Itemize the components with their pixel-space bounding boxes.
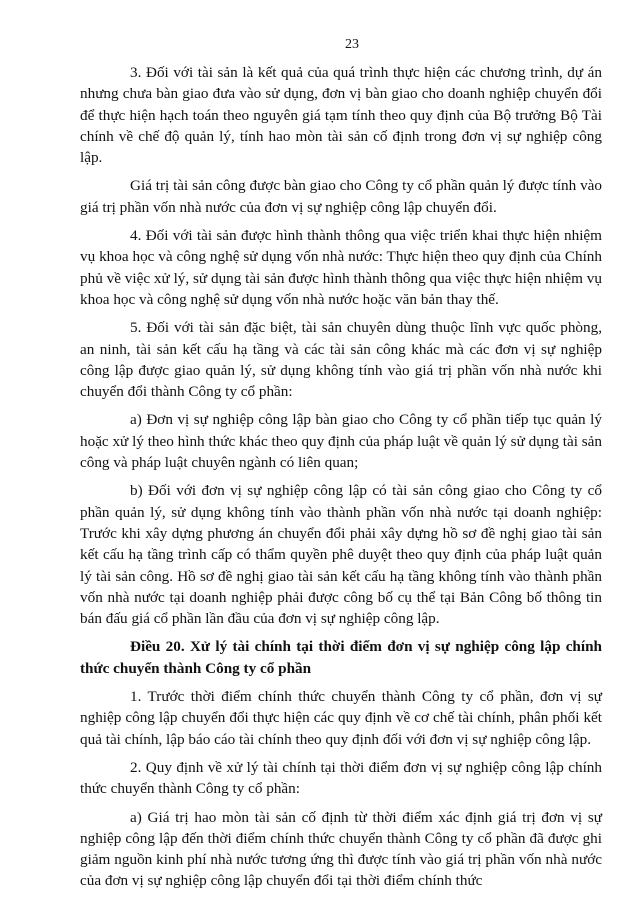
paragraph: a) Giá trị hao mòn tài sản cố định từ thời điểm xác định giá trị đơn vị sự nghiệp công lập đến thời điểm chính thức chuyển thành Công ty cổ phần đã được ghi giảm nguồn kinh phí nhà nước tương ứng thì được tính vào giá trị phần vốn nhà nước của đơn vị sự nghiệp công lập chuyển đổi tại thời điểm chính thức	[80, 808, 602, 890]
paragraph: 4. Đối với tài sản được hình thành thông qua việc triển khai thực hiện nhiệm vụ khoa học và công nghệ sử dụng vốn nhà nước: Thực hiện theo quy định của Chính phủ về việc xử lý, sử dụng tài sản được hình thành thông qua việc thực hiện nhiệm vụ khoa học và công nghệ sử dụng vốn nhà nước hoặc văn bản thay thế.	[80, 227, 602, 308]
paragraph: Giá trị tài sản công được bàn giao cho Công ty cổ phần quản lý được tính vào giá trị phần vốn nhà nước của đơn vị sự nghiệp công lập chuyển đổi.	[80, 177, 602, 216]
document-body	[80, 62, 602, 892]
paragraph: a) Đơn vị sự nghiệp công lập bàn giao cho Công ty cổ phần tiếp tục quản lý hoặc xử lý theo hình thức khác theo quy định của pháp luật về quản lý sử dụng tài sản công và pháp luật chuyên ngành có liên quan;	[80, 411, 602, 472]
paragraph: 1. Trước thời điểm chính thức chuyển thành Công ty cổ phần, đơn vị sự nghiệp công lập chuyển đổi thực hiện các quy định về cơ chế tài chính, phân phối kết quả tài chính, lập báo cáo tài chính theo quy định đối với đơn vị sự nghiệp công lập.	[80, 688, 602, 748]
paragraph: 5. Đối với tài sản đặc biệt, tài sản chuyên dùng thuộc lĩnh vực quốc phòng, an ninh, tài sản kết cấu hạ tầng và các tài sản công khác mà các đơn vị sự nghiệp công lập được giao quản lý, sử dụng không tính vào giá trị phần vốn nhà nước khi chuyển đổi thành Công ty cổ phần:	[80, 319, 602, 401]
page-number: 23	[345, 37, 359, 52]
article-heading: Điều 20. Xử lý tài chính tại thời điểm đơn vị sự nghiệp công lập chính thức chuyển thành Công ty cổ phần	[80, 638, 602, 677]
paragraph: b) Đối với đơn vị sự nghiệp công lập có tài sản công giao cho Công ty cổ phần quản lý, sử dụng không tính vào thành phần vốn nhà nước tại doanh nghiệp: Trước khi xây dựng phương án chuyển đổi phải xây dựng hồ sơ đề nghị giao tài sản kết cấu hạ tầng trình cấp có thẩm quyền phê duyệt theo quy định của pháp luật quản lý tài sản công. Hồ sơ đề nghị giao tài sản kết cấu hạ tầng không tính vào thành phần vốn nhà nước tại doanh nghiệp phải được công bố cụ thể tại Bản Công bố thông tin bán đấu giá cổ phần lần đầu của đơn vị sự nghiệp công lập.	[80, 482, 602, 628]
paragraph: 3. Đối với tài sản là kết quả của quá trình thực hiện các chương trình, dự án nhưng chưa bàn giao đưa vào sử dụng, đơn vị bàn giao cho doanh nghiệp chuyển đổi để thực hiện hạch toán theo nguyên giá tạm tính theo quy định của Bộ trưởng Bộ Tài chính về chế độ quản lý, tính hao mòn tài sản cố định trong đơn vị sự nghiệp công lập.	[80, 64, 602, 167]
paragraph: 2. Quy định về xử lý tài chính tại thời điểm đơn vị sự nghiệp công lập chính thức chuyển thành Công ty cổ phần:	[80, 758, 602, 798]
